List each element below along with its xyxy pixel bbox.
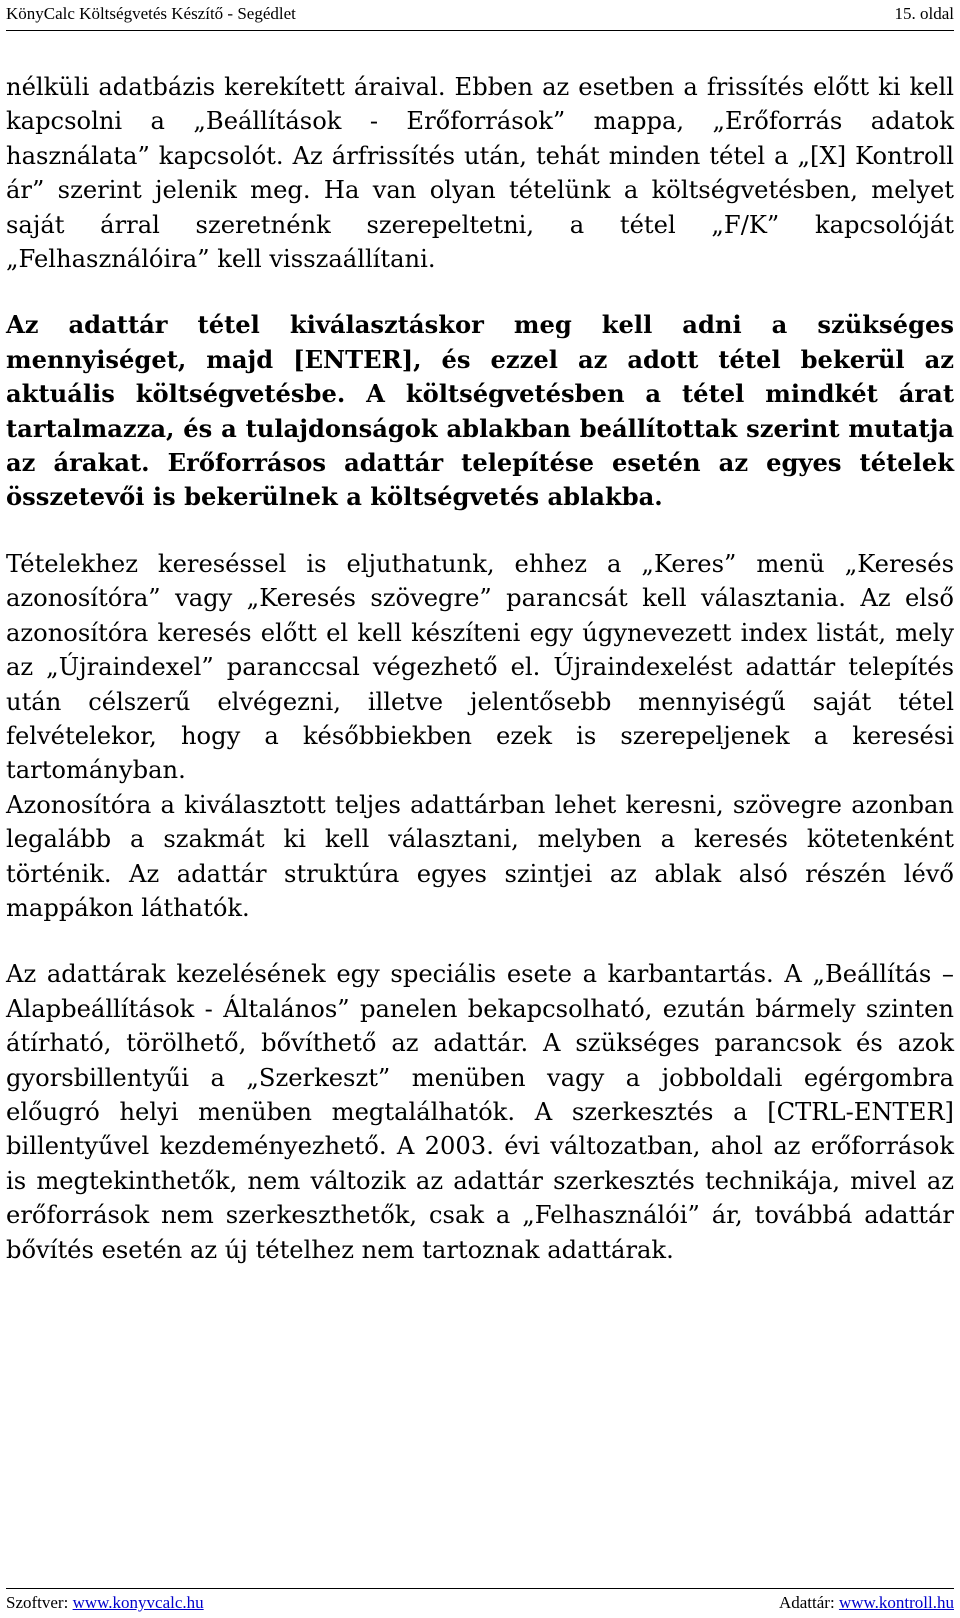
page-number: 15. oldal bbox=[894, 4, 954, 23]
paragraph-price-refresh: nélküli adatbázis kerekített áraival. Ebben az esetben a frissítés előtt ki kell kapcsolni a „Beállítások - Erőforrások” mappa, „Erőforrás adatok használata” kapcsolót. Az árfrissítés után, tehát minden tétel a „[X] Kontroll ár” szerint jelenik meg. Ha van olyan tételünk a költségvetésben, melyet saját árral szeretnénk szerepeltetni, a tétel „F/K” kapcsolóját „Felhasználóira” kell visszaállítani. bbox=[6, 73, 954, 274]
page-footer bbox=[6, 1588, 954, 1618]
database-link[interactable]: www.kontroll.hu bbox=[838, 1593, 954, 1612]
paragraph-item-selection: Az adattár tétel kiválasztáskor meg kell adni a szükséges mennyiséget, majd [ENTER], és ezzel az adott tétel bekerül az aktuális költségvetésbe. A költségvetésben a tétel mindkét árat tartalmazza, és a tulajdonságok ablakban beállítottak szerint mutatja az árakat. Erőforrásos adattár telepítése esetén az egyes tételek összetevői is bekerülnek a költségvetés ablakba. bbox=[6, 310, 954, 512]
footer-software bbox=[6, 1593, 204, 1613]
paragraph-maintenance: Az adattárak kezelésének egy speciális esete a karbantartás. A „Beállítás – Alapbeállítások - Általános” panelen bekapcsolható, ezután bármely szinten átírható, törölhető, bővíthető az adattár. A szükséges parancsok és azok gyorsbillentyűi a „Szerkeszt” menüben vagy a jobboldali egérgombra előugró helyi menüben megtalálhatók. A szerkesztés a [CTRL-ENTER] billentyűvel kezdeményezhető. A 2003. évi változatban, ahol az erőforrások is megtekinthetők, nem változik az adattár szerkesztés technikája, mivel az erőforrások nem szerkeszthetők, csak a „Felhasználói” ár, továbbá adattár bővítés esetén az új tételhez nem tartoznak adattárak. bbox=[6, 960, 954, 1264]
paragraph-search-scope: Azonosítóra a kiválasztott teljes adattárban lehet keresni, szövegre azonban legalább a szakmát ki kell választani, melyben a keresés kötetenként történik. Az adattár struktúra egyes szintjei az ablak alsó részén lévő mappákon láthatók. bbox=[6, 790, 954, 922]
software-link[interactable]: www.konyvcalc.hu bbox=[72, 1593, 204, 1612]
document-title: KönyCalc Költségvetés Készítő - Segédlet bbox=[6, 4, 296, 23]
footer-database bbox=[779, 1593, 954, 1613]
page-content bbox=[6, 70, 954, 1299]
paragraph-search: Tételekhez kereséssel is eljuthatunk, ehhez a „Keres” menü „Keresés azonosítóra” vagy „Keresés szövegre” parancsát kell választania. Az első azonosítóra keresés előtt el kell készíteni egy úgynevezett index listát, mely az „Újraindexel” paranccsal végezhető el. Újraindexelést adattár telepítés után célszerű elvégezni, illetve jelentősebb mennyiségű saját tétel felvételekor, hogy a későbbiekben ezek is szerepeljenek a keresési tartományban. bbox=[6, 549, 954, 785]
page-header bbox=[6, 0, 954, 31]
footer-database-label: Adattár: bbox=[778, 1593, 839, 1612]
footer-software-label: Szoftver: bbox=[6, 1593, 73, 1612]
